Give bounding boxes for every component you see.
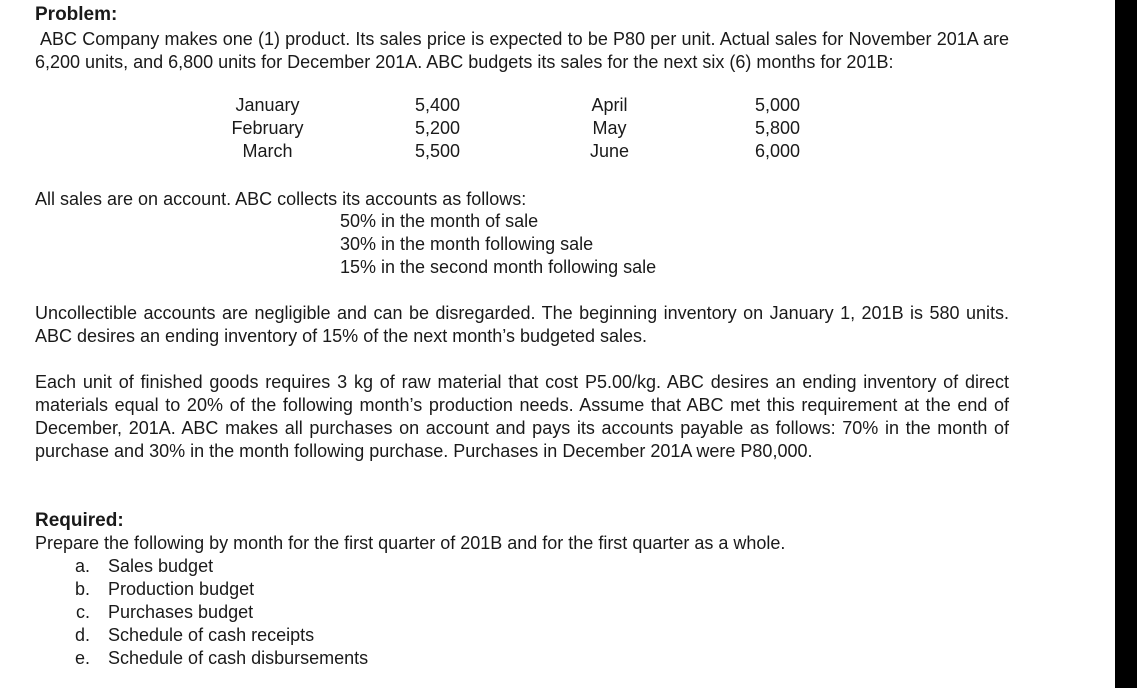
units-value: 5,200: [414, 118, 461, 138]
collection-item: 50% in the month of sale: [340, 211, 539, 231]
units-col-2: [735, 94, 820, 163]
problem-heading: Problem:: [35, 4, 118, 25]
units-col-1: [395, 94, 480, 163]
list-item-text: Production budget: [108, 579, 255, 599]
collection-item: 30% in the month following sale: [340, 234, 594, 254]
month-label: February: [231, 118, 304, 138]
required-heading: Required:: [35, 510, 124, 531]
units-value: 5,800: [754, 118, 801, 138]
units-value: 5,400: [414, 95, 461, 115]
month-label: June: [589, 141, 630, 161]
required-instruction: Prepare the following by month for the first quarter of 201B and for the first quarter as a whole.: [35, 533, 786, 553]
list-item-letter: c.: [75, 602, 90, 622]
month-label: March: [242, 141, 293, 161]
list-item-letter: e.: [74, 648, 90, 668]
month-label: January: [235, 95, 300, 115]
inventory-paragraph: Uncollectible accounts are negligible and can be disregarded. The beginning inventory on January 1, 201B is 580 units. ABC desires an ending inventory of 15% of the next month’s budgeted sales.: [35, 303, 1009, 346]
right-edge-bar: [1115, 0, 1137, 688]
month-label: April: [591, 95, 628, 115]
collection-item: 15% in the second month following sale: [340, 257, 657, 277]
list-item-letter: a.: [74, 556, 90, 576]
list-item-letter: d.: [74, 625, 90, 645]
months-col-2: [562, 94, 657, 163]
month-label: May: [592, 118, 627, 138]
list-item-text: Purchases budget: [108, 602, 254, 622]
collections-intro: All sales are on account. ABC collects its accounts as follows:: [35, 189, 527, 209]
list-item-letter: b.: [74, 579, 90, 599]
months-col-1: [215, 94, 320, 163]
problem-intro: ABC Company makes one (1) product. Its sales price is expected to be P80 per unit. Actual sales for November 201A are 6,200 units, and 6,800 units for December 201A. ABC budgets its sales for the next six (6) months for 201B:: [35, 29, 1009, 72]
list-item-text: Schedule of cash receipts: [108, 625, 315, 645]
units-value: 5,000: [754, 95, 801, 115]
list-item-text: Sales budget: [108, 556, 214, 576]
list-item-text: Schedule of cash disbursements: [108, 648, 369, 668]
materials-paragraph: Each unit of finished goods requires 3 kg of raw material that cost P5.00/kg. ABC desires an ending inventory of direct materials equal to 20% of the following month’s production needs. Assume that ABC met this requirement at the end of December, 201A. ABC makes all purchases on account and pays its accounts payable as follows: 70% in the month of purchase and 30% in the month following purchase. Purchases in December 201A were P80,000.: [35, 372, 1009, 461]
units-value: 6,000: [754, 141, 801, 161]
units-value: 5,500: [414, 141, 461, 161]
